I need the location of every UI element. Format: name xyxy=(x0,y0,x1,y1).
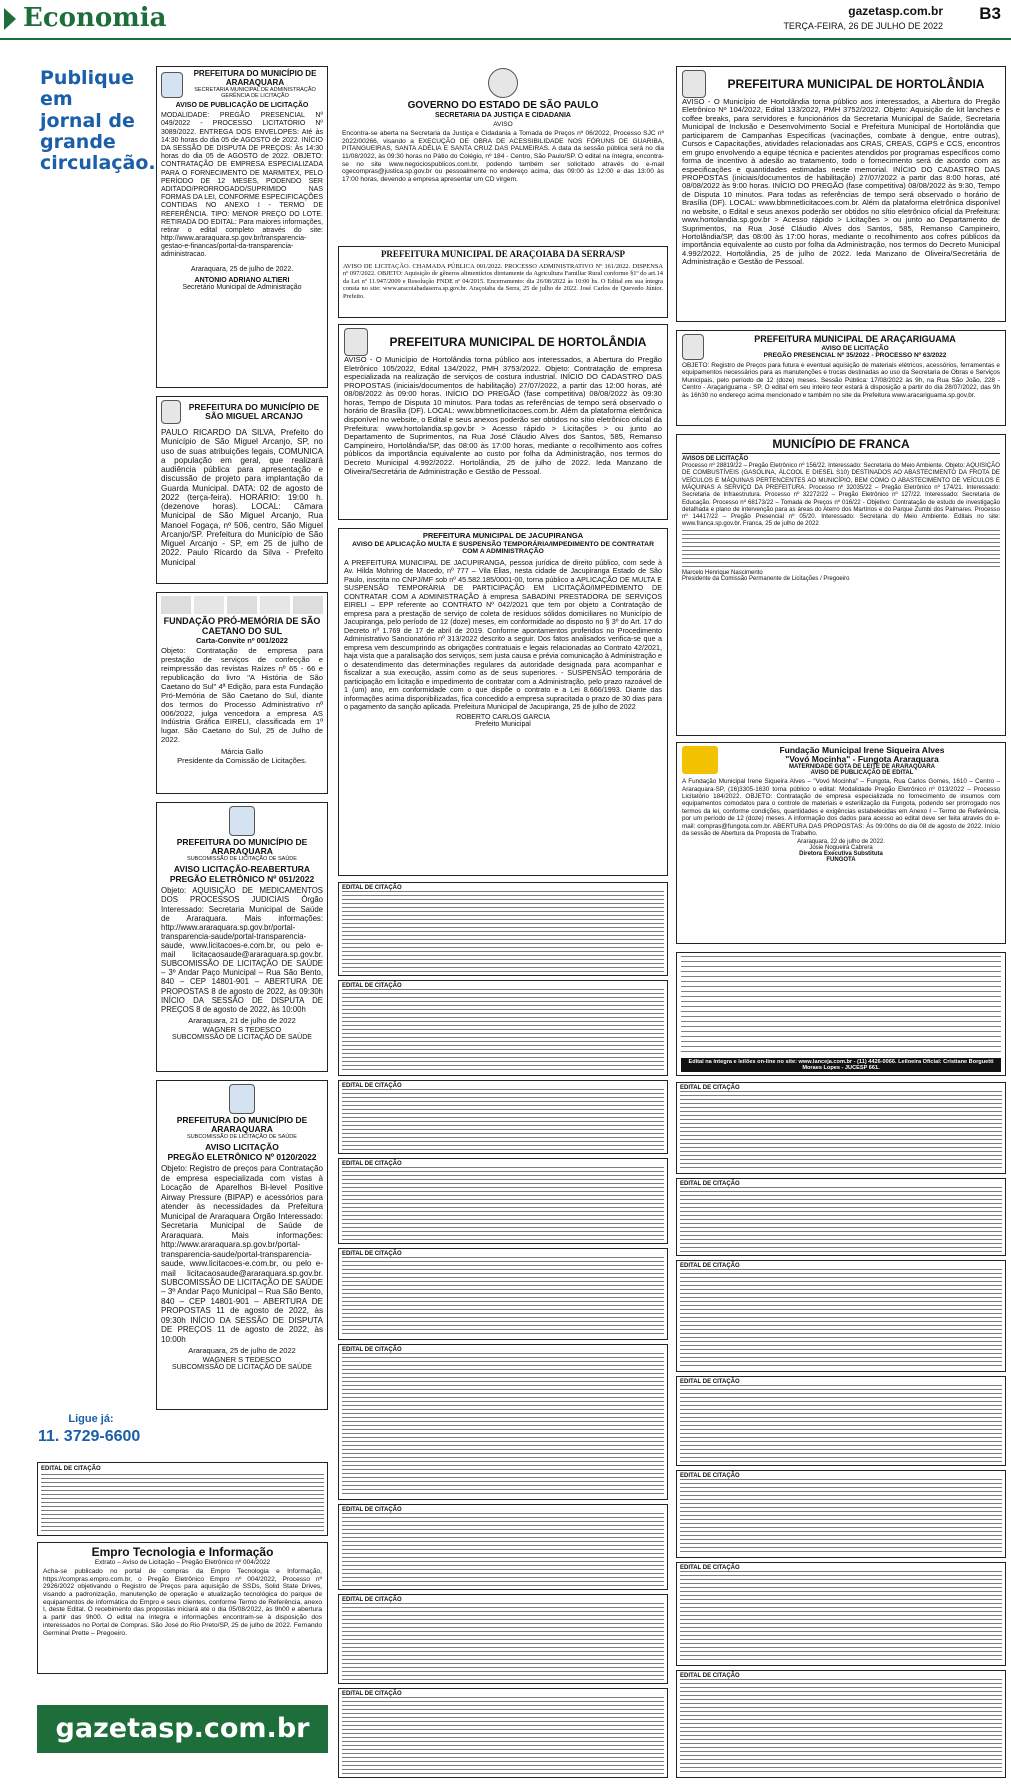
ad-signer-role: Presidente da Comissão Permanente de Licitações / Pregoeiro xyxy=(682,575,850,582)
araraquara-crest-icon xyxy=(229,806,255,836)
ad-title-2: "Vovó Mocinha" - Fungota Araraquara xyxy=(785,754,939,765)
araraquara-crest-icon xyxy=(229,1084,255,1114)
ad-governo-sp xyxy=(338,66,668,240)
ad-heading: AVISO xyxy=(493,120,513,128)
ad-body: PAULO RICARDO DA SILVA, Prefeito do Município de São Miguel Arcanjo, SP, no uso de suas atribuições legais, COMUNICA a população em geral, que realizará audiência pública para apresentação e discussão de projeto para implantação da Guarda Municipal. DATA: 02 de agosto de 2022 (terça-feira). HORÁRIO: 19:00 h. (dezenove horas). LOCAL: Câmara Municipal de São Miguel Arcanjo, Rua Manoel Fogaça, nº 506, centro, São Miguel Arcanjo/SP. Prefeitura do Município de São Miguel Arcanjo - SP, em 25 de julho de 2022. Paulo Ricardo da Silva - Prefeito Municipal xyxy=(161,428,323,567)
notice-label: EDITAL DE CITAÇÃO xyxy=(342,983,402,989)
notice-edital-citacao xyxy=(676,1470,1006,1558)
ad-aracariguama xyxy=(676,330,1006,426)
ad-body: Objeto: AQUISIÇÃO DE MEDICAMENTOS DOS PROCESSOS JUDICIAIS Órgão Interessado: Secretaria Municipal de Saúde de Araraquara. Mais informações: http://www.araraquara.sp.gov.br/portal-transparencia-saude/portal-transparencia-saude, www.licitacoes-e.com.br, ou pelo e-mail licitacaosaude@araraquara.sp.gov.br. SUBCOMISSÃO DE LICITAÇÃO DE SAÚDE – 3º Andar Paço Municipal – Rua São Bento, 840 – CEP 14801-901 – ABERTURA DE PROPOSTAS 8 de agosto de 2022, às 09:30h INÍCIO DA SESSÃO DE DISPUTA DE PREÇOS 8 de agosto de 2022, às 10:00h xyxy=(161,886,323,1014)
ad-signer: Márcia Gallo xyxy=(220,747,264,757)
ad-body: Processo nº 28819/22 – Pregão Eletrônico nº 156/22. Interessado: Secretaria do Meio Ambiente. Objeto: AQUISIÇÃO DE COMBUSTÍVEIS (GASOLINA, ÁLCOOL E DIESEL S10) DESTINADOS AO ABASTECIMENTO DA FROTA DE VEÍCULOS E MÁQUINAS PERTENCENTES AO MUNICÍPIO, BEM COMO O ABASTECIMENTO DE VEÍCULOS E MÁQUINAS A SERVIÇO DA PREFEITURA. Processo nº 32035/22 – Pregão Eletrônico nº 174/21. Interessado: Secretaria de Infraestrutura. Processo nº 32272/22 – Pregão Eletrônico nº 127/22. Interessado: Secretaria de Educação. Processo nº 68173/22 – Tomada de Preços nº 016/22 - Objetivo: Contratação de estudo de investigação detalhada e plano de intervenção para as áreas do Aterro dos Martírios e do Parque Zumbi dos Palmares. Processo nº 14417/22 – Pregão Presencial nº 05/20. Interessado: Secretaria do Meio Ambiente. Editais no site: www.franca.sp.gov.br. Franca, 25 de julho de 2022 xyxy=(682,461,1000,528)
ad-title: Empro Tecnologia e Informação xyxy=(91,1545,274,1559)
notice-edital-citacao xyxy=(338,1344,668,1500)
issue-date: TERÇA-FEIRA, 26 DE JULHO DE 2022 xyxy=(783,21,943,31)
ad-body: Encontra-se aberta na Secretaria da Justiça e Cidadania a Tomada de Preços nº 06/2022, Processo SJC nº 2022/00266, visando a EXECUÇÃO DE OBRA DE ACESSIBILIDADE NOS FÓRUNS DE GUARIBA, PITANGUEIRAS, SANTA ADÉLIA E SANTA CRUZ DAS PALMEIRAS. A data da sessão pública será no dia 11/08/2022, às 09:30 horas no Pátio do Colégio, nº 184 - Centro, São Paulo/SP. O edital na íntegra, encontra-se no site www.negociospublicos.com.br, podendo também ser solicitado através do e-mail cgecompras@justica.sp.gov.br ou pessoalmente no endereço acima, das 09:00 às 12:00 e das 13:00 às 17:00 horas, devendo a empresa apresentar um CD virgem. xyxy=(342,129,664,184)
notice-body-lines xyxy=(342,1089,664,1151)
ad-title: MUNICÍPIO DE FRANCA xyxy=(682,438,1000,454)
ad-title: PREFEITURA DO MUNICÍPIO DE ARARAQUARA xyxy=(193,69,317,87)
sao-paulo-coat-of-arms-icon xyxy=(488,68,518,98)
promo-text: Publique em jornal de grande circulação. xyxy=(40,67,156,175)
ad-body: A PREFEITURA MUNICIPAL DE JACUPIRANGA, pessoa jurídica de direito público, com sede à Av. Hilda Mohring de Macedo, nº 777 – Vila Elias, nesta cidade de Jacupiranga Estado de São Paulo, inscrita no CNPJ/MF sob nº 45.582.185/0001-00, torna público a APLICAÇÃO DE MULTA E SUSPENSÃO TEMPORÁRIA DE PARTICIPAÇÃO EM LICITAÇÃO/IMPEDIMENTO DE CONTRATAR COM A ADMINISTRAÇÃO à empresa SABADINI PRESTADORA DE SERVIÇOS EIRELI – EPP referente ao CONTRATO Nº 042/2021 que tem por objeto a Contratação de empresa para a prestação de serviço de coleta de resíduos sólidos domiciliares no Município de Jacupiranga, pelo período de 12 (doze) meses, em conformidade ao disposto no § 3º do Art. 17 do Decreto nº 1.769 de 17 de abril de 2019. Conforme apontamentos proferidos no Procedimento Administrativo Sancionatório nº 313/2022 descrito a seguir. Dos fatos analisados verifica-se que a empresa vem descumprindo as obrigações contratuais e legais relacionadas ao Contrato 42/2021, haja vista que a paralisação dos serviços, sem justa causa e prévia comunicação à Administração e o desatendimento das determinações regulares da autoridade designada para acompanhar e fiscalizar a sua execução, assim como as de seus superiores. - SUSPENSÃO temporária de participação em licitação e impedimento de contratar com a Administração, pelo prazo razoável de 1 (um) ano, em conformidade com o que dispõe o contrato e a Lei 8.666/1993. Diante das informações acima disponibilizadas, fica concedido a empresa supracitada o prazo de 30 dias para o pagamento da sanção aplicada. Prefeitura Municipal de Jacupiranga, 25 de julho de 2022 xyxy=(344,557,663,711)
notice-body-lines xyxy=(680,1269,1002,1369)
ad-body-lines xyxy=(682,530,1000,570)
partner-logo-icon xyxy=(227,596,257,614)
ad-empro xyxy=(37,1542,328,1674)
pro-memoria-logo-icon xyxy=(161,596,191,614)
ad-place-date: Araraquara, 25 de julho de 2022 xyxy=(188,1346,296,1356)
ad-org: FUNGOTA xyxy=(826,857,856,864)
ad-subtitle: Extrato – Aviso de Licitação – Pregão Eletrônico nº 004/2022 xyxy=(94,1558,271,1566)
ad-araraquara-admin xyxy=(156,66,328,388)
ad-araraquara-saude-0120 xyxy=(156,1080,328,1410)
notice-body-lines xyxy=(342,1513,664,1587)
notice-body-lines xyxy=(680,1571,1002,1663)
sao-miguel-crest-icon xyxy=(161,400,181,424)
notice-body-lines xyxy=(342,891,664,973)
notice-label: EDITAL DE CITAÇÃO xyxy=(342,1251,402,1257)
hortolandia-crest-icon xyxy=(344,328,368,356)
ad-title: PREFEITURA DO MUNICÍPIO DE ARARAQUARA xyxy=(176,1115,308,1135)
ad-signer: Josie Nogueira Cabrera xyxy=(809,845,873,852)
notice-edital-citacao xyxy=(676,1260,1006,1372)
notice-body-lines xyxy=(680,1385,1002,1463)
header-divider xyxy=(0,38,1011,40)
notice-label: EDITAL DE CITAÇÃO xyxy=(680,1473,740,1479)
notice-label: EDITAL DE CITAÇÃO xyxy=(342,1597,402,1603)
notice-label: EDITAL DE CITAÇÃO xyxy=(342,885,402,891)
ad-title: PREFEITURA MUNICIPAL DE ARAÇOIABA DA SERRA/SP xyxy=(380,249,626,259)
partner-logo-icon xyxy=(260,596,290,614)
ad-jacupiranga xyxy=(338,528,668,876)
ad-pro-memoria xyxy=(156,592,328,794)
promo-call-label: Ligue já: xyxy=(68,1413,114,1425)
araraquara-crest-icon xyxy=(161,72,183,98)
notice-edital-citacao xyxy=(338,1594,668,1684)
notice-label: EDITAL DE CITAÇÃO xyxy=(680,1673,740,1679)
notice-label: EDITAL DE CITAÇÃO xyxy=(342,1507,402,1513)
notice-label: EDITAL DE CITAÇÃO xyxy=(342,1083,402,1089)
ad-subtitle: Carta-Convite nº 001/2022 xyxy=(196,636,288,646)
ad-title: PREFEITURA MUNICIPAL DE ARAÇARIGUAMA xyxy=(754,334,956,345)
notice-body-lines xyxy=(342,1697,664,1775)
notice-edital-citacao xyxy=(338,882,668,976)
ad-signer-role: SUBCOMISSÃO DE LICITAÇÃO DE SAÚDE xyxy=(172,1033,312,1041)
ad-body: AVISO DE LICITAÇÃO. CHAMADA PÚBLICA 001/2022. PROCESSO ADMINISTRATIVO Nº 161/2022. DISPENSA nº 097/2022. OBJETO: Aquisição de gêneros alimentícios diretamente da Agricultura Familiar Rural conforme §1º do art.14 da Lei nº 11.947/2009 e Resolução FNDE nº 04/2015. Encerramento: dia 26/08/2022 às 10:00 hs. O Edital em sua íntegra consta no site: www.aracoiabadaserra.sp.gov.br. Araçoiaba da Serra, 25 de julho de 2022. José Carlos de Quevedo Júnior. Prefeito. xyxy=(343,262,663,300)
ad-pregao: PREGÃO ELETRÔNICO Nº 051/2022 xyxy=(169,874,315,885)
ad-signer: WAGNER S TEDESCO xyxy=(202,1355,282,1365)
notice-body-lines xyxy=(342,1167,664,1241)
notice-edital-citacao xyxy=(338,1688,668,1778)
ad-title: PREFEITURA MUNICIPAL DE HORTOLÂNDIA xyxy=(727,76,985,91)
ad-signer: Marcelo Henrique Nascimento xyxy=(682,569,763,576)
notice-body-lines xyxy=(680,1679,1002,1775)
notice-edital-citacao xyxy=(676,1562,1006,1666)
notice-body-lines xyxy=(41,1474,324,1534)
ad-heading: AVISO DE PUBLICAÇÃO DE EDITAL xyxy=(810,770,914,777)
site-banner[interactable]: gazetasp.com.br xyxy=(37,1705,328,1753)
notice-edital-citacao xyxy=(338,1158,668,1244)
ad-subtitle: SECRETARIA DA JUSTIÇA E CIDADANIA xyxy=(435,111,571,119)
ad-body: Acha-se publicado no portal de compras da Empro Tecnologia e Informação, https://compras.empro.com.br, o Pregão Eletrônico Empro nº 004/2022, Processo nº 2926/2022 objetivando o Registro de Preços para aquisição de SSDs, Solid State Drives, visando a padronização, manutenção de operação e atualização tecnológica do parque de equipamentos de informática do Empro e seus clientes, conforme Termo de Referência, anexo I, deste Edital. O recebimento das propostas iniciará até o dia 05/08/2022, às 9h00 e abertura a partir das 9h00. O edital na íntegra e informações encontram-se à disposição dos interessados no Portal de Compras. São José do Rio Preto/SP, 25 de julho de 2022. Fernando Germinal Prette – Pregoeiro. xyxy=(43,1567,322,1637)
ad-signer-role: Prefeito Municipal xyxy=(475,721,531,729)
notice-label: EDITAL DE CITAÇÃO xyxy=(680,1181,740,1187)
ad-pregao: PREGÃO ELETRÔNICO Nº 0120/2022 xyxy=(167,1152,317,1163)
hortolandia-crest-icon xyxy=(682,70,706,98)
ad-signer-role: SUBCOMISSÃO DE LICITAÇÃO DE SAÚDE xyxy=(172,1364,312,1372)
ad-title: GOVERNO DO ESTADO DE SÃO PAULO xyxy=(407,100,599,111)
ad-place-date: Araraquara, 22 de julho de 2022. xyxy=(797,839,885,846)
notice-edital-citacao xyxy=(37,1462,328,1536)
notice-edital-citacao xyxy=(338,1248,668,1340)
notice-edital-citacao xyxy=(676,1178,1006,1256)
notice-label: EDITAL DE CITAÇÃO xyxy=(680,1085,740,1091)
ad-heading: AVISO LICITAÇÃO xyxy=(205,1142,279,1153)
ad-pregao: PREGÃO PRESENCIAL Nº 35/2022 - PROCESSO Nº 63/2022 xyxy=(763,351,947,359)
ad-subtitle: SUBCOMISSÃO DE LICITAÇÃO DE SAÚDE xyxy=(187,1134,297,1141)
promo-phone[interactable]: 11. 3729-6600 xyxy=(38,1428,141,1445)
notice-edital-citacao xyxy=(676,1376,1006,1466)
partner-logo-icon xyxy=(293,596,323,614)
ad-heading: AVISO DE PUBLICAÇÃO DE LICITAÇÃO xyxy=(175,102,309,110)
notice-label: EDITAL DE CITAÇÃO xyxy=(342,1161,402,1167)
notice-body-lines xyxy=(680,1091,1002,1171)
ad-subtitle: SUBCOMISSÃO DE LICITAÇÃO DE SAÚDE xyxy=(187,856,297,863)
ad-body: Objeto: Contratação de empresa para prestação de serviços de confecção e reimpressão das revistas Raízes nº 65 - 66 e republicação do livro "A História de São Caetano do Sul" 4ª Edição, para esta Fundação Pró-Memória de São Caetano do Sul, diante dos termos do Processo Administrativo nº 006/2022, julga vencedora a empresa AS Indústria Gráfica EIRELI, classificada em 1º lugar. São Caetano do Sul, 25 de Julho de 2022. xyxy=(161,646,323,745)
ad-signer-role: Secretário Municipal de Administração xyxy=(182,283,302,291)
ad-title: Fundação Municipal Irene Siqueira Alves xyxy=(779,745,945,755)
site-name[interactable]: gazetasp.com.br xyxy=(848,4,943,18)
notice-body-lines xyxy=(680,1187,1002,1253)
ad-title: PREFEITURA DO MUNICÍPIO DE SÃO MIGUEL ARCANJO xyxy=(188,401,320,421)
notice-label: EDITAL DE CITAÇÃO xyxy=(680,1263,740,1269)
ad-signer-role: Presidente da Comissão de Licitações. xyxy=(177,756,307,766)
ad-body: Objeto: Registro de preços para Contratação de empresa especializada com vistas à Locação de Aparelhos Bi-level Positive Airway Pressure (BIPAP) e acessórios para atender às necessidades da Prefeitura Municipal de Araraquara Órgão Interessado: Secretaria Municipal de Saúde de Araraquara. Mais informações: http://www.araraquara.sp.gov.br/portal-transparencia-saude/portal-transparencia-saude, www.licitacoes-e.com.br, ou pelo e-mail licitacaosaude@araraquara.sp.gov.br. SUBCOMISSÃO DE LICITAÇÃO DE SAÚDE – 3º Andar Paço Municipal – Rua São Bento, 840 – CEP 14801-901 – ABERTURA DE PROPOSTAS 11 de agosto de 2022, às 09:30h INÍCIO DA SESSÃO DE DISPUTA DE PREÇOS 11 de agosto de 2022, às 10:00h xyxy=(161,1164,323,1344)
notice-edital-citacao xyxy=(676,1670,1006,1778)
ad-subtitle: GERÊNCIA DE LICITAÇÃO xyxy=(221,93,289,100)
ad-title: PREFEITURA MUNICIPAL DE JACUPIRANGA xyxy=(422,531,584,540)
ad-hortolandia-104 xyxy=(676,66,1006,322)
ad-place-date: Araraquara, 25 de julho de 2022. xyxy=(190,265,294,273)
notice-edital-citacao xyxy=(338,980,668,1076)
fungota-logo-icon xyxy=(682,746,718,774)
page-number: B3 xyxy=(979,4,1001,23)
ad-signer: ANTONIO ADRIANO ALTIERI xyxy=(194,276,290,284)
partner-logo-icon xyxy=(194,596,224,614)
ad-subtitle: MATERNIDADE GOTA DE LEITE DE ARARAQUARA xyxy=(789,764,935,771)
ad-sao-miguel xyxy=(156,396,328,584)
notice-body-lines xyxy=(342,1603,664,1681)
ad-hortolandia-105 xyxy=(338,324,668,520)
notice-label: EDITAL DE CITAÇÃO xyxy=(342,1347,402,1353)
notice-label: EDITAL DE CITAÇÃO xyxy=(680,1565,740,1571)
aracariguama-crest-icon xyxy=(682,334,704,360)
notice-body-lines xyxy=(342,1257,664,1337)
notice-edital-citacao xyxy=(676,1082,1006,1174)
notice-edital-citacao xyxy=(338,1504,668,1590)
ad-signer: ROBERTO CARLOS GARCIA xyxy=(456,714,550,722)
notice-footer: Edital na íntegra e leilões on-line no site: www.lanceja.com.br - (11) 4426-0066. Leiloeira Oficial: Cristiane Borguetti Moraes Lopes - JUCESP 661. xyxy=(681,1058,1001,1072)
ad-fungota xyxy=(676,742,1006,944)
ad-heading: AVISO LICITAÇÃO-REABERTURA xyxy=(173,864,311,875)
ad-signer: WAGNER S TEDESCO xyxy=(202,1024,282,1034)
notice-edital-citacao xyxy=(338,1080,668,1154)
ad-body: MODALIDADE: PREGÃO PRESENCIAL Nº 049/2022 - PROCESSO LICITATÓRIO Nº 3089/2022. ENTREGA DOS ENVELOPES: Até às 14:30 horas do dia 05 de AGOSTO de 2022. INÍCIO DA SESSÃO DE DISPUTA DE PREÇOS: Às 14:30 horas do dia 05 de AGOSTO de 2022. OBJETO: CONTRATAÇÃO DE EMPRESA ESPECIALIZADA PARA O FORNECIMENTO DE MARMITEX, PELO PERÍODO DE 12 MESES, PODENDO SER ADITADO/PRORROGADO/SUPRIMIDO NAS FORMAS DA LEI, CONFORME ESPECIFICAÇÕES CONTIDAS NO ANEXO I - TERMO DE REFERÊNCIA. TIPO: MENOR PREÇO DO LOTE. RETIRADA DO EDITAL: Para maiores informações, retirar o edital completo através do site: http://www.araraquara.sp.gov.br/transparencia-gestao-e-financas/portal-da-transparencia-administracao. xyxy=(161,112,323,259)
ad-araraquara-saude-051 xyxy=(156,802,328,1072)
ad-subtitle: AVISO DE LICITAÇÃO xyxy=(821,344,889,352)
notice-leilao-edital xyxy=(676,952,1006,1076)
ad-signer-role: Diretora Executiva Substituta xyxy=(799,851,883,858)
ad-body: OBJETO: Registro de Preços para futura e eventual aquisição de materiais elétricos, acessórios, ferramentas e equipamentos necessários para as manutenções e trocas destinadas ao uso da Secretaria de Obras e Serviços Municipais, pelo período de 12 (doze) meses. Sessão Pública: 17/08/2022 às 9h, na Rua São João, 228 - Centro - Araçariguama - SP. O edital em seu inteiro teor estará à disposição a partir do dia 28/07/2022, das 9h às 16h30 no endereço acima mencionado e também no site da Prefeitura www.aracariguama.sp.gov.br. xyxy=(682,362,1000,399)
notice-body-lines xyxy=(342,1353,664,1497)
ad-body: A Fundação Municipal Irene Siqueira Alves – "Vovó Mocinha" – Fungota, Rua Carlos Gomes, 1610 – Centro – Araraquara-SP, (16)3305-1630 torna público o edital: Modalidade Pregão Eletrônico nº 013/2022 – Processo Licitatório 184/2022. OBJETO: Contratação de empresa especializada no fornecimento de insumos com equipamentos comodatos para o controle de materiais e esterilização da Fungota, podendo ser prorrogado nos termos da lei, conforme condições, quantidades e exigências estabelecidas em Anexo I – Termo de Referência, por um período de 12 (doze) meses. A informação dos dados para acesso ao edital deve ser feita através do e-mail: compras@fungota.com.br. ABERTURA DAS PROPOSTAS: Às 09:00hs do dia 08 de agosto de 2022. Início da sessão de Abertura da Proposta de Trabalho. xyxy=(682,778,1000,837)
ad-body: AVISO - O Município de Hortolândia torna público aos interessados, a Abertura do Pregão Eletrônico 105/2022, Edital 134/2022, PMH 3753/2022. Objeto: Contratação de empresa especializada na realização de serviços de costura industrial. INÍCIO DO CADASTRO DAS PROPOSTAS (iniciais/documentos de habilitação) 27/07/2022, a partir das 12:00 horas, até 08/08/2022 às 09:00 horas. INÍCIO DO PREGÃO (fase competitiva) 08/08/2022 às 09:30 horas, Tempo de Disputa 10 minutos. Para todas as referências de tempo será observado o horário de Brasília (DF). LOCAL: www.bbmnetlicitacoes.com.br. Além da plataforma eletrônica disponível no website, o Edital e seus anexos poderão ser obtidos no sítio eletrônico oficial da Prefeitura: www.hortolandia.sp.gov.br > Acesso rápido > Licitações > ou junto ao Departamento de Suprimentos, na Rua José Cláudio Alves dos Santos, 585, Remanso Campineiro, Hortolândia/SP, das 08:00 às 17:00 horas, mediante o recolhimento aos cofres públicos da importância equivalente ao custo por folha da Administração, nos termos do Decreto Municipal 4.992/2022. Hortolândia, 25 de julho de 2022. Ieda Manzano de Oliveira/Secretária de Administração e Gestão de Pessoal. xyxy=(344,355,662,476)
ad-title: PREFEITURA MUNICIPAL DE HORTOLÂNDIA xyxy=(389,334,647,349)
ad-subtitle: AVISO DE APLICAÇÃO MULTA E SUSPENSÃO TEMPORÁRIA/IMPEDIMENTO DE CONTRATAR COM A ADMINISTRAÇÃO xyxy=(352,541,654,556)
notice-label: EDITAL DE CITAÇÃO xyxy=(342,1691,402,1697)
ad-place-date: Araraquara, 21 de julho de 2022 xyxy=(188,1015,296,1025)
ad-aracoiaba xyxy=(338,246,668,318)
notice-label: EDITAL DE CITAÇÃO xyxy=(41,1466,101,1472)
ad-title: PREFEITURA DO MUNICÍPIO DE ARARAQUARA xyxy=(176,837,308,857)
notice-label: EDITAL DE CITAÇÃO xyxy=(680,1379,740,1385)
ad-subtitle: SECRETARIA MUNICIPAL DE ADMINISTRAÇÃO xyxy=(194,87,316,94)
section-title: Economia xyxy=(23,3,167,33)
notice-body-lines xyxy=(342,989,664,1073)
notice-body-lines xyxy=(681,956,1001,1056)
notice-body-lines xyxy=(680,1479,1002,1555)
ad-body: AVISO - O Município de Hortolândia torna público aos interessados, a Abertura do Pregão Eletrônico Nº 104/2022, Edital 133/2022, PMH 3752/2022. Objeto: Aquisição de kit lanches e coffee breaks, para servidores e funcionários da Secretaria Municipal de Saúde, Secretaria Municipal de Inclusão e Desenvolvimento Social e Prefeitura Municipal de Hortolândia que participarem de Campanhas Específicas (vacinações, combate à dengue, entre outras), Cursos e Capacitações, atividades relacionadas aos CRAS, CREAS, CGPS e CCS, encontros em grupo envolvendo a equipe técnica e pacientes atendidos por programas específicos como forma de incentivo à adesão ao tratamento, todo o fornecimento será de acordo com as especificações e quantidades estimadas neste memorial. INÍCIO DO CADASTRO DAS PROPOSTAS (iniciais/documentos de habilitação) 27/07/2022 a partir das 8:00 horas, até 08/08/2022 às 9:00 horas. INÍCIO DO PREGÃO (fase competitiva) 08/08/2022 às 9:30, Tempo de Disputa 10 minutos. Para todas as referências de tempo será observado o horário de Brasília (DF). LOCAL: www.bbmnetlicitacoes.com.br. Além da plataforma eletrônica disponível no website, o Edital e seus anexos poderão ser obtidos no sítio eletrônico oficial da Prefeitura: www.hortolandia.sp.gov.br > Acesso rápido > Licitações > ou junto ao Departamento de Suprimentos, na Rua José Cláudio Alves dos Santos, 585, Remanso Campineiro, Hortolândia/SP, das 08:00 às 17:00 horas, mediante o recolhimento aos cofres públicos da importância equivalente ao custo por folha da Administração, nos termos do Decreto Municipal 4.992/2022. Hortolândia, 25 de julho de 2022. Ieda Manzano de Oliveira/Secretária de Administração e Gestão de Pessoal. xyxy=(682,97,1000,267)
ad-title: FUNDAÇÃO PRÓ-MEMÓRIA DE SÃO CAETANO DO SUL xyxy=(163,616,321,636)
ad-franca xyxy=(676,434,1006,736)
section-chevron-icon xyxy=(4,8,16,30)
ad-subtitle: AVISOS DE LICITAÇÃO xyxy=(682,455,749,462)
